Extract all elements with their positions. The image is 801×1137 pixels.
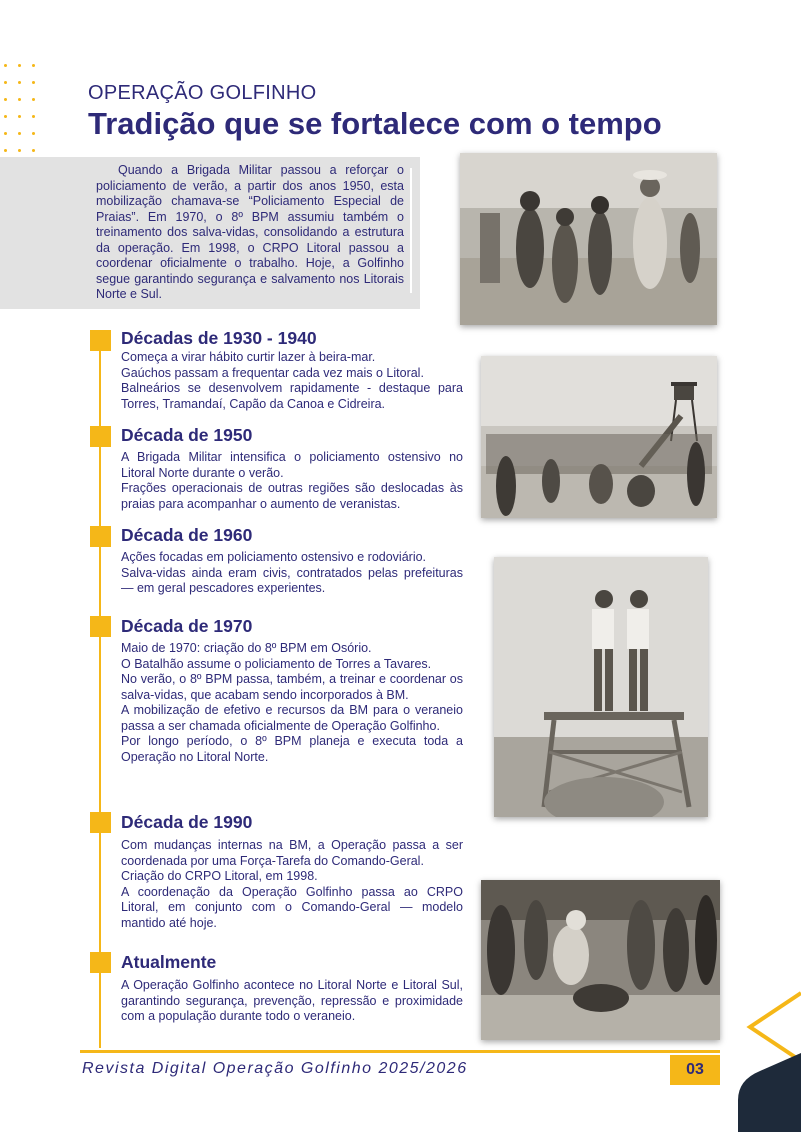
section-title-1930: Décadas de 1930 - 1940 <box>121 328 317 348</box>
page-number: 03 <box>670 1055 720 1085</box>
section-paragraph: Começa a virar hábito curtir lazer à beira-mar. <box>121 350 376 364</box>
section-title-atualmente: Atualmente <box>121 952 217 972</box>
section-body-1970 <box>121 641 463 765</box>
section-title-1990: Década de 1990 <box>121 812 253 832</box>
section-paragraph: Criação do CRPO Litoral, em 1998. <box>121 869 318 883</box>
section-paragraph: A Operação Golfinho acontece no Litoral Norte e Litoral Sul, garantindo segurança, prevenção, repressão e proximidade com a população durante todo o veraneio. <box>121 978 463 1023</box>
timeline-marker <box>90 616 111 637</box>
section-paragraph: Ações focadas em policiamento ostensivo e rodoviário. <box>121 550 427 564</box>
timeline-marker <box>90 812 111 833</box>
page-title: Tradição que se fortalece com o tempo <box>88 106 662 141</box>
historical-photo-beach-rescue <box>481 880 720 1040</box>
section-body-1930 <box>121 350 463 412</box>
section-body-1990 <box>121 838 463 931</box>
corner-decoration <box>730 985 801 1132</box>
historical-photo-beach-group <box>460 153 717 325</box>
decorative-dot-grid <box>0 64 44 154</box>
timeline-marker <box>90 526 111 547</box>
section-paragraph: Com mudanças internas na BM, a Operação passa a ser coordenada por uma Força-Tarefa do Comando-Geral. <box>121 838 463 868</box>
section-paragraph: Salva-vidas ainda eram civis, contratados pelas prefeituras — em geral pescadores experientes. <box>121 565 463 595</box>
section-paragraph: Balneários se desenvolvem rapidamente - destaque para Torres, Tramandaí, Capão da Canoa e Cidreira. <box>121 381 463 411</box>
historical-photo-lifeguard-tower <box>481 356 717 518</box>
footer-magazine-title: Revista Digital Operação Golfinho 2025/2026 <box>82 1060 468 1077</box>
section-paragraph: A Brigada Militar intensifica o policiamento ostensivo no Litoral Norte durante o verão. <box>121 450 463 480</box>
timeline-marker <box>90 330 111 351</box>
timeline-marker <box>90 952 111 973</box>
section-title-1970: Década de 1970 <box>121 616 253 636</box>
section-kicker: OPERAÇÃO GOLFINHO <box>88 82 317 104</box>
section-body-1960 <box>121 550 463 597</box>
section-paragraph: Maio de 1970: criação do 8º BPM em Osório. <box>121 641 372 655</box>
section-title-1950: Década de 1950 <box>121 425 253 445</box>
intro-divider <box>410 168 412 293</box>
section-title-1960: Década de 1960 <box>121 525 253 545</box>
section-paragraph: O Batalhão assume o policiamento de Torres a Tavares. <box>121 656 432 671</box>
section-body-atualmente <box>121 978 463 1025</box>
section-paragraph: A coordenação da Operação Golfinho passa ao CRPO Litoral, em conjunto com o Comando-Geral — modelo mantido até hoje. <box>121 884 463 930</box>
historical-photo-lifeguards-on-tower <box>494 557 708 817</box>
section-paragraph: Por longo período, o 8º BPM planeja e executa toda a Operação no Litoral Norte. <box>121 734 463 764</box>
timeline-marker <box>90 426 111 447</box>
section-paragraph: Gaúchos passam a frequentar cada vez mais o Litoral. <box>121 365 424 380</box>
footer-rule <box>80 1050 720 1053</box>
section-paragraph: A mobilização de efetivo e recursos da BM para o veraneio passa a ser chamada oficialmente de Operação Golfinho. <box>121 703 463 733</box>
section-paragraph: Frações operacionais de outras regiões são deslocadas às praias para acompanhar o aumento de veranistas. <box>121 481 463 511</box>
intro-paragraph: Quando a Brigada Militar passou a reforçar o policiamento de verão, a partir dos anos 1950, esta mobilização chamava-se “Policiamento Especial de Praias”. Em 1970, o 8º BPM assumiu também o treinamento dos salva-vidas, consolidando a estrutura da operação. Em 1998, o CRPO Litoral passou a coordenar oficialmente o trabalho. Hoje, a Golfinho segue garantindo segurança e salvamento nos Litorais Norte e Sul. <box>96 163 404 301</box>
section-paragraph: No verão, o 8º BPM passa, também, a treinar e coordenar os salva-vidas, que acabam sendo incorporados à BM. <box>121 672 463 702</box>
section-body-1950 <box>121 450 463 512</box>
